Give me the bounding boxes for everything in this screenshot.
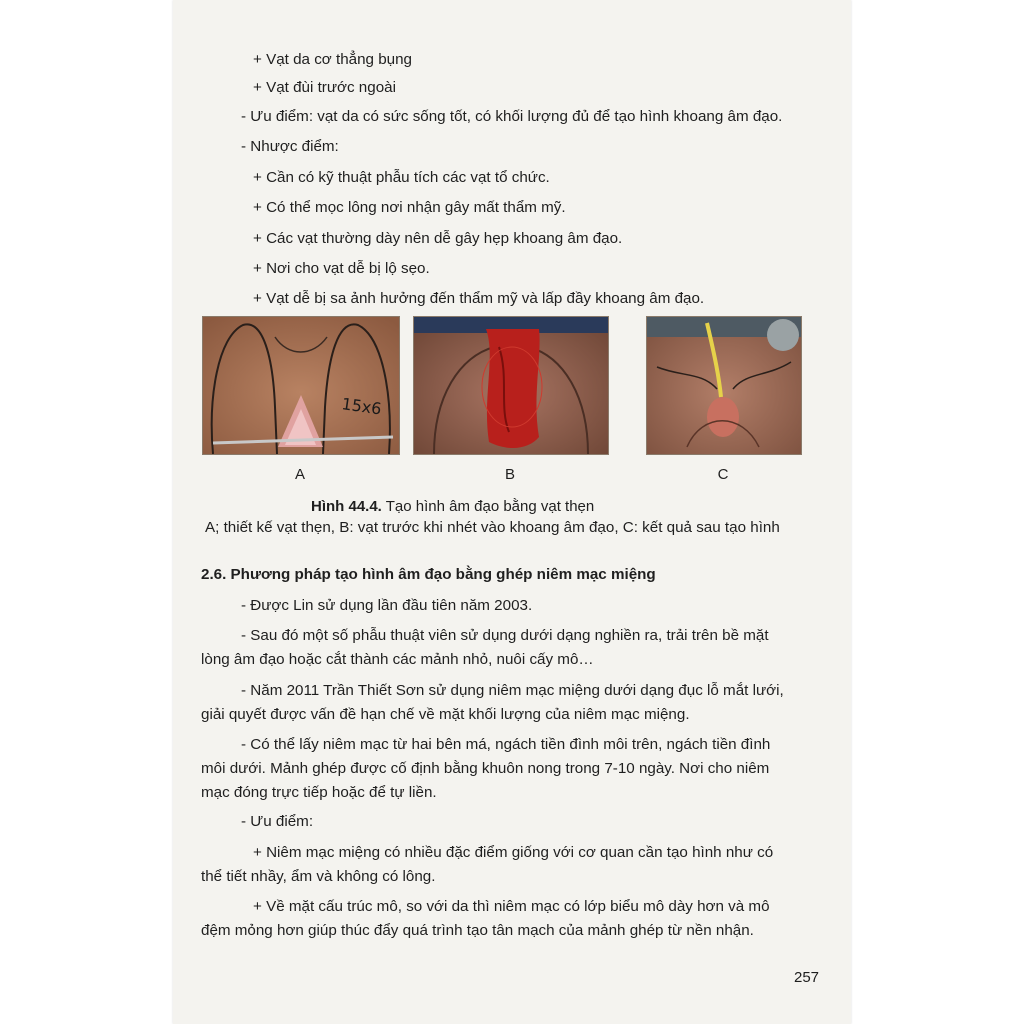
text-line: + Về mặt cấu trúc mô, so với da thì niêm mạc có lớp biểu mô dày hơn và mô xyxy=(253,898,770,915)
text-line: + Vạt đùi trước ngoài xyxy=(253,79,396,96)
text-line: + Cần có kỹ thuật phẫu tích các vạt tổ chức. xyxy=(253,169,550,186)
text-line: - Ưu điểm: vạt da có sức sống tốt, có khối lượng đủ để tạo hình khoang âm đạo. xyxy=(241,108,783,125)
figure-label-b: B xyxy=(504,466,515,483)
text-line: - Sau đó một số phẫu thuật viên sử dụng dưới dạng nghiền ra, trải trên bề mặt xyxy=(241,627,769,644)
text-line: giải quyết được vấn đề hạn chế về mặt khối lượng của niêm mạc miệng. xyxy=(201,706,690,723)
figure-caption-description: A; thiết kế vạt thẹn, B: vạt trước khi nhét vào khoang âm đạo, C: kết quả sau tạo hình xyxy=(205,519,780,536)
figure-label-c: C xyxy=(717,466,729,483)
figure-label-a: A xyxy=(294,466,305,483)
figure-photo-b xyxy=(413,316,609,455)
text-line: - Nhược điểm: xyxy=(241,138,339,155)
figure-caption-number: Hình 44.4. xyxy=(311,498,382,515)
section-heading: 2.6. Phương pháp tạo hình âm đạo bằng ghép niêm mạc miệng xyxy=(201,566,656,583)
text-line: môi dưới. Mảnh ghép được cố định bằng khuôn nong trong 7-10 ngày. Nơi cho niêm xyxy=(201,760,770,777)
figure-photo-c xyxy=(646,316,802,455)
figure-caption-title xyxy=(311,497,594,517)
text-line: đệm mỏng hơn giúp thúc đẩy quá trình tạo tân mạch của mảnh ghép từ nền nhận. xyxy=(201,922,754,939)
text-line: + Có thể mọc lông nơi nhận gây mất thẩm mỹ. xyxy=(253,199,566,216)
photo-a-annotation: 15x6 xyxy=(340,394,383,419)
text-line: + Các vạt thường dày nên dễ gây hẹp khoang âm đạo. xyxy=(253,230,623,247)
text-line: + Vạt dễ bị sa ảnh hưởng đến thẩm mỹ và lấp đầy khoang âm đạo. xyxy=(253,290,705,307)
text-line: thể tiết nhầy, ẩm và không có lông. xyxy=(201,868,436,885)
figure-photo-a xyxy=(202,316,400,455)
text-line: + Nơi cho vạt dễ bị lộ sẹo. xyxy=(253,260,430,277)
text-line: - Có thể lấy niêm mạc từ hai bên má, ngách tiền đình môi trên, ngách tiền đình xyxy=(241,736,771,753)
text-line: lòng âm đạo hoặc cắt thành các mảnh nhỏ, nuôi cấy mô… xyxy=(201,651,594,668)
text-line: + Niêm mạc miệng có nhiều đặc điểm giống với cơ quan cần tạo hình như có xyxy=(253,844,774,861)
text-line: - Ưu điểm: xyxy=(241,813,314,830)
text-line: mạc đóng trực tiếp hoặc để tự liền. xyxy=(201,784,437,801)
text-line: - Được Lin sử dụng lần đầu tiên năm 2003. xyxy=(241,597,533,614)
page-number: 257 xyxy=(794,969,820,986)
text-line: - Năm 2011 Trần Thiết Sơn sử dụng niêm mạc miệng dưới dạng đục lỗ mắt lưới, xyxy=(241,682,784,699)
figure-caption-text: Tạo hình âm đạo bằng vạt thẹn xyxy=(381,498,595,515)
book-page xyxy=(173,0,851,1024)
text-line: + Vạt da cơ thẳng bụng xyxy=(253,51,413,68)
